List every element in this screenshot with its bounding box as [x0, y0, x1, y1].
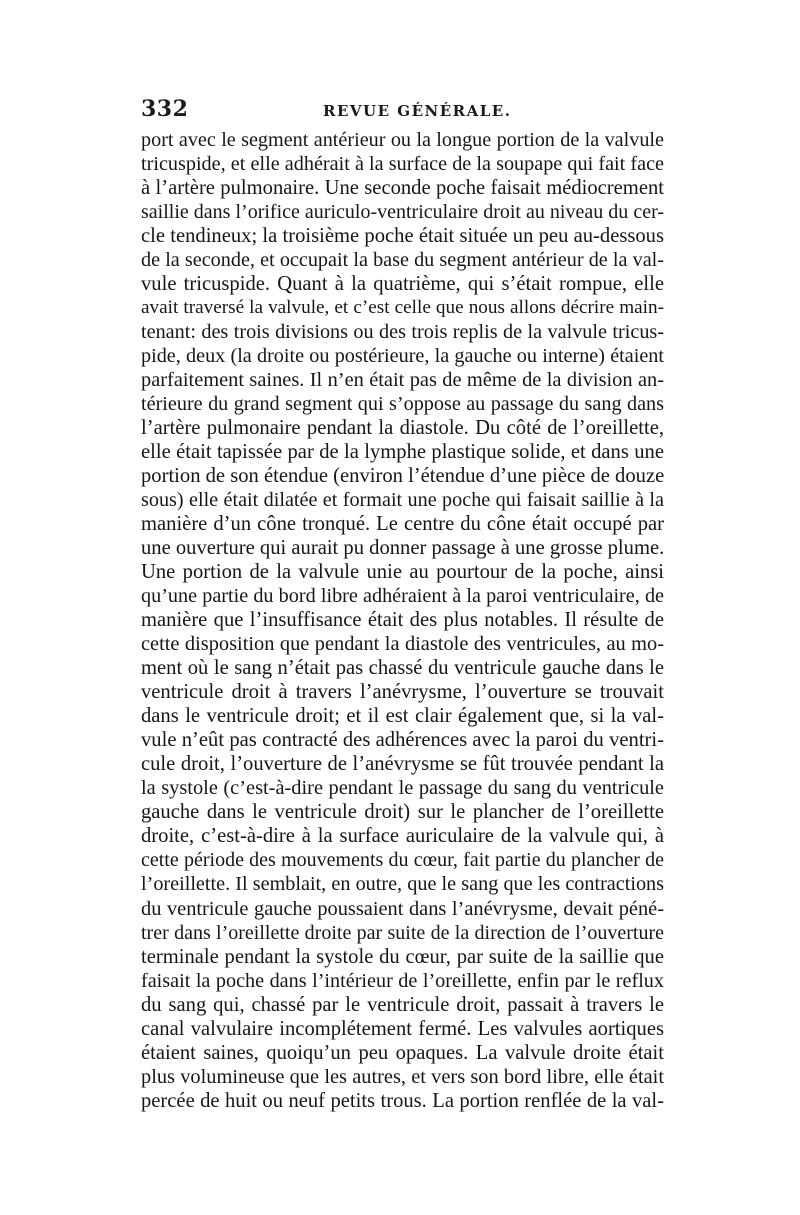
text-line: vule tricuspide. Quant à la quatrième, qui s’était rompue, elle: [141, 273, 664, 296]
text-line: étaient saines, quoiqu’un peu opaques. La valvule droite était: [141, 1041, 664, 1064]
text-line: ventricule droit à travers l’anévrysme, l’ouverture se trouvait: [141, 681, 664, 704]
page-number: 332: [141, 96, 189, 122]
text-line: trer dans l’oreillette droite par suite de la direction de l’ouverture: [141, 921, 664, 944]
text-line: tenant: des trois divisions ou des trois replis de la valvule tricus-: [141, 321, 664, 344]
text-line: gauche dans le ventricule droit) sur le plancher de l’oreillette: [141, 801, 664, 824]
text-line: vule n’eût pas contracté des adhérences avec la paroi du ventri-: [141, 729, 664, 752]
text-line: la systole (c’est-à-dire pendant le passage du sang du ventricule: [141, 777, 664, 800]
text-line: l’oreillette. Il semblait, en outre, que le sang que les contractions: [141, 873, 664, 896]
text-line: cette disposition que pendant la diastole des ventricules, au mo-: [141, 633, 664, 656]
text-line: ment où le sang n’était pas chassé du ventricule gauche dans le: [141, 657, 664, 680]
text-line: canal valvulaire incomplétement fermé. Les valvules aortiques: [141, 1017, 664, 1040]
text-line: une ouverture qui aurait pu donner passage à une grosse plume.: [141, 537, 665, 560]
text-line: droite, c’est-à-dire à la surface auriculaire de la valvule qui, à: [141, 825, 664, 848]
text-line: cette période des mouvements du cœur, fait partie du plancher de: [141, 849, 664, 872]
text-line: sous) elle était dilatée et formait une poche qui faisait saillie à la: [141, 489, 664, 512]
text-line: faisait la poche dans l’intérieur de l’oreillette, enfin par le reflux: [141, 969, 664, 992]
text-line: pide, deux (la droite ou postérieure, la gauche ou interne) étaient: [141, 345, 664, 368]
text-line: plus volumineuse que les autres, et vers son bord libre, elle était: [141, 1065, 664, 1088]
text-line: portion de son étendue (environ l’étendue d’une pièce de douze: [141, 465, 665, 488]
text-line: l’artère pulmonaire pendant la diastole. Du côté de l’oreillette,: [141, 417, 664, 440]
body-text: [141, 128, 664, 1113]
text-line: du ventricule gauche poussaient dans l’anévrysme, devait péné-: [141, 897, 664, 920]
running-head: REVUE GÉNÉRALE.: [323, 102, 512, 120]
text-line: percée de huit ou neuf petits trous. La portion renflée de la val-: [141, 1089, 664, 1112]
text-line: avait traversé la valvule, et c’est celle que nous allons décrire main-: [141, 297, 664, 319]
text-line: à l’artère pulmonaire. Une seconde poche faisait médiocrement: [141, 177, 664, 200]
text-line: cule droit, l’ouverture de l’anévrysme se fût trouvée pendant la: [141, 753, 664, 776]
text-line: Une portion de la valvule unie au pourtour de la poche, ainsi: [141, 561, 664, 584]
page-header: [141, 96, 664, 122]
text-line: qu’une partie du bord libre adhéraient à la paroi ventriculaire, de: [141, 585, 664, 608]
text-line: térieure du grand segment qui s’oppose au passage du sang dans: [141, 393, 664, 416]
text-line: tricuspide, et elle adhérait à la surface de la soupape qui fait face: [141, 153, 664, 176]
text-line: parfaitement saines. Il n’en était pas de même de la division an-: [141, 369, 664, 392]
text-line: terminale pendant la systole du cœur, par suite de la saillie que: [141, 945, 664, 968]
text-line: saillie dans l’orifice auriculo-ventriculaire droit au niveau du cer-: [141, 201, 664, 224]
text-line: manière que l’insuffisance était des plus notables. Il résulte de: [141, 609, 664, 632]
text-line: dans le ventricule droit; et il est clair également que, si la val-: [141, 705, 664, 728]
text-line: cle tendineux; la troisième poche était située un peu au-dessous: [141, 225, 664, 248]
text-line: manière d’un cône tronqué. Le centre du cône était occupé par: [141, 513, 664, 536]
text-line: elle était tapissée par de la lymphe plastique solide, et dans une: [141, 441, 664, 464]
text-line: port avec le segment antérieur ou la longue portion de la valvule: [141, 129, 664, 151]
text-line: du sang qui, chassé par le ventricule droit, passait à travers le: [141, 993, 664, 1016]
text-line: de la seconde, et occupait la base du segment antérieur de la val-: [141, 249, 664, 272]
